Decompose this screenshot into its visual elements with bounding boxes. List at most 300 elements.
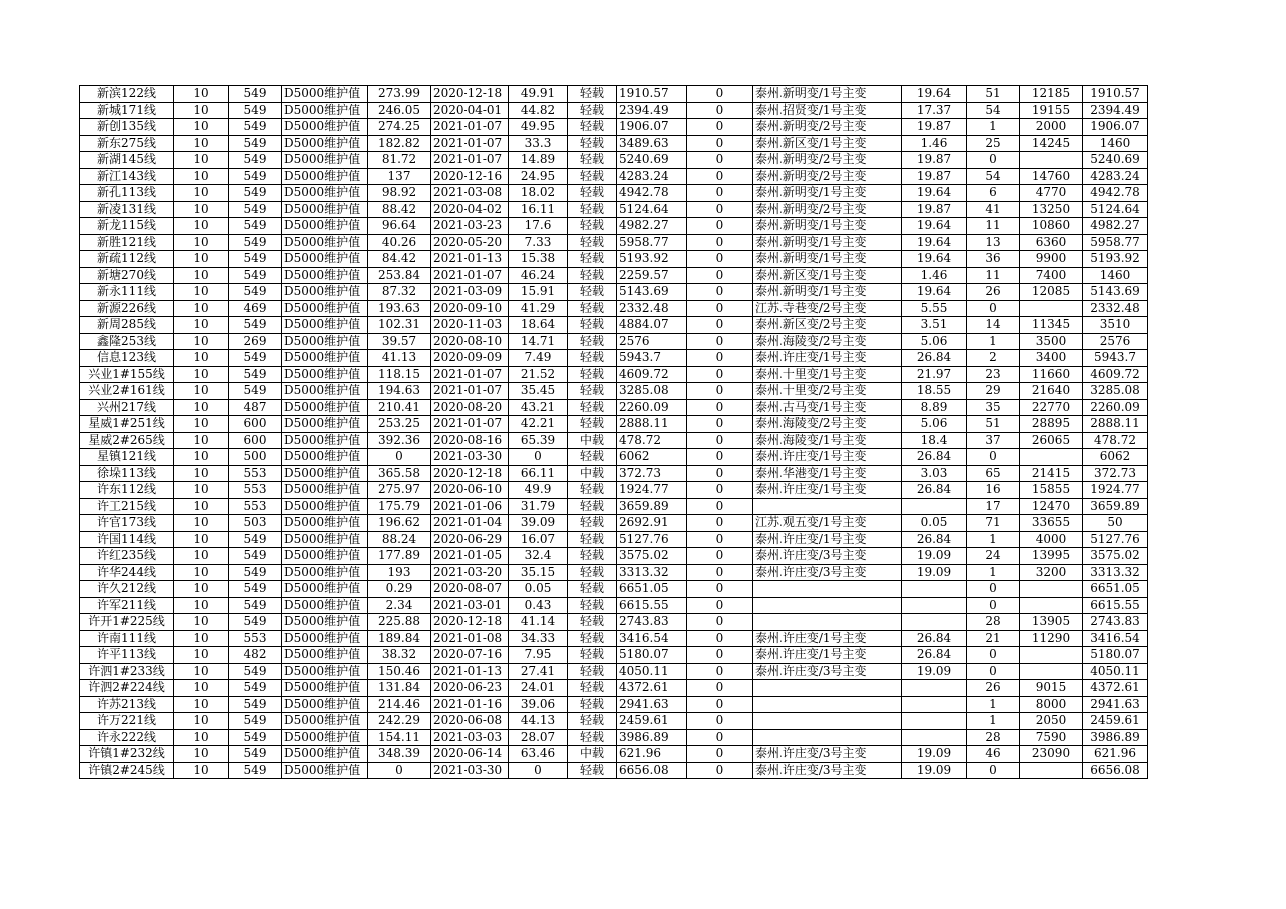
cell-user-capacity[interactable]: 12470	[1020, 498, 1083, 515]
cell-transformer-load[interactable]: 5.06	[902, 416, 967, 433]
cell-user-capacity[interactable]	[1020, 597, 1083, 614]
cell-load-rate[interactable]: 42.21	[509, 416, 568, 433]
cell-data-source[interactable]: D5000维护值	[282, 102, 368, 119]
cell-zero-value[interactable]: 0	[687, 185, 753, 202]
cell-remaining-capacity[interactable]: 5958.77	[617, 234, 687, 251]
cell-available-capacity[interactable]: 2888.11	[1083, 416, 1148, 433]
cell-capacity[interactable]: 549	[229, 317, 282, 334]
cell-current-load[interactable]: 273.99	[368, 86, 431, 103]
cell-user-capacity[interactable]: 19155	[1020, 102, 1083, 119]
cell-available-capacity[interactable]: 5124.64	[1083, 201, 1148, 218]
cell-current-load[interactable]: 150.46	[368, 663, 431, 680]
cell-data-source[interactable]: D5000维护值	[282, 383, 368, 400]
cell-voltage[interactable]: 10	[174, 218, 229, 235]
cell-load-rate[interactable]: 49.9	[509, 482, 568, 499]
cell-current-load[interactable]: 275.97	[368, 482, 431, 499]
cell-user-count[interactable]: 1	[967, 531, 1020, 548]
cell-transformer-load[interactable]: 5.55	[902, 300, 967, 317]
cell-data-source[interactable]: D5000维护值	[282, 119, 368, 136]
cell-remaining-capacity[interactable]: 2260.09	[617, 399, 687, 416]
cell-data-source[interactable]: D5000维护值	[282, 729, 368, 746]
cell-data-source[interactable]: D5000维护值	[282, 564, 368, 581]
cell-data-source[interactable]: D5000维护值	[282, 300, 368, 317]
cell-data-source[interactable]: D5000维护值	[282, 350, 368, 367]
cell-remaining-capacity[interactable]: 4050.11	[617, 663, 687, 680]
cell-user-count[interactable]: 11	[967, 218, 1020, 235]
cell-remaining-capacity[interactable]: 3285.08	[617, 383, 687, 400]
cell-data-source[interactable]: D5000维护值	[282, 168, 368, 185]
cell-current-load[interactable]: 182.82	[368, 135, 431, 152]
cell-substation-transformer[interactable]: 泰州.新明变/1号主变	[753, 251, 902, 268]
cell-current-load[interactable]: 196.62	[368, 515, 431, 532]
cell-date[interactable]: 2021-01-07	[431, 366, 509, 383]
cell-data-source[interactable]: D5000维护值	[282, 614, 368, 631]
cell-load-rate[interactable]: 33.3	[509, 135, 568, 152]
cell-voltage[interactable]: 10	[174, 696, 229, 713]
cell-zero-value[interactable]: 0	[687, 416, 753, 433]
cell-transformer-load[interactable]	[902, 614, 967, 631]
cell-transformer-load[interactable]: 19.09	[902, 663, 967, 680]
cell-current-load[interactable]: 210.41	[368, 399, 431, 416]
cell-current-load[interactable]: 2.34	[368, 597, 431, 614]
cell-voltage[interactable]: 10	[174, 135, 229, 152]
cell-substation-transformer[interactable]: 泰州.许庄变/1号主变	[753, 482, 902, 499]
cell-date[interactable]: 2020-05-20	[431, 234, 509, 251]
cell-substation-transformer[interactable]	[753, 680, 902, 697]
cell-voltage[interactable]: 10	[174, 581, 229, 598]
cell-date[interactable]: 2021-01-05	[431, 548, 509, 565]
cell-current-load[interactable]: 131.84	[368, 680, 431, 697]
cell-capacity[interactable]: 549	[229, 729, 282, 746]
cell-line-name[interactable]: 新周285线	[80, 317, 174, 334]
cell-data-source[interactable]: D5000维护值	[282, 713, 368, 730]
cell-substation-transformer[interactable]: 泰州.新明变/1号主变	[753, 185, 902, 202]
cell-substation-transformer[interactable]	[753, 729, 902, 746]
cell-user-capacity[interactable]: 3200	[1020, 564, 1083, 581]
cell-remaining-capacity[interactable]: 4372.61	[617, 680, 687, 697]
cell-zero-value[interactable]: 0	[687, 696, 753, 713]
cell-capacity[interactable]: 469	[229, 300, 282, 317]
cell-line-name[interactable]: 许苏213线	[80, 696, 174, 713]
cell-load-rate[interactable]: 34.33	[509, 630, 568, 647]
cell-current-load[interactable]: 102.31	[368, 317, 431, 334]
cell-capacity[interactable]: 553	[229, 482, 282, 499]
cell-load-status[interactable]: 轻载	[568, 383, 617, 400]
cell-line-name[interactable]: 许军211线	[80, 597, 174, 614]
cell-transformer-load[interactable]: 8.89	[902, 399, 967, 416]
cell-data-source[interactable]: D5000维护值	[282, 317, 368, 334]
cell-user-capacity[interactable]: 26065	[1020, 432, 1083, 449]
cell-remaining-capacity[interactable]: 3659.89	[617, 498, 687, 515]
cell-line-name[interactable]: 新江143线	[80, 168, 174, 185]
cell-capacity[interactable]: 269	[229, 333, 282, 350]
cell-user-capacity[interactable]: 22770	[1020, 399, 1083, 416]
cell-current-load[interactable]: 253.25	[368, 416, 431, 433]
cell-load-status[interactable]: 轻载	[568, 119, 617, 136]
cell-current-load[interactable]: 392.36	[368, 432, 431, 449]
cell-transformer-load[interactable]: 3.51	[902, 317, 967, 334]
cell-load-rate[interactable]: 15.91	[509, 284, 568, 301]
cell-load-rate[interactable]: 16.11	[509, 201, 568, 218]
cell-data-source[interactable]: D5000维护值	[282, 498, 368, 515]
cell-voltage[interactable]: 10	[174, 366, 229, 383]
cell-zero-value[interactable]: 0	[687, 465, 753, 482]
cell-remaining-capacity[interactable]: 2576	[617, 333, 687, 350]
cell-load-rate[interactable]: 63.46	[509, 746, 568, 763]
cell-transformer-load[interactable]: 19.09	[902, 548, 967, 565]
cell-transformer-load[interactable]: 26.84	[902, 647, 967, 664]
cell-date[interactable]: 2021-01-16	[431, 696, 509, 713]
cell-user-capacity[interactable]: 7590	[1020, 729, 1083, 746]
cell-zero-value[interactable]: 0	[687, 630, 753, 647]
cell-line-name[interactable]: 许工215线	[80, 498, 174, 515]
cell-available-capacity[interactable]: 2941.63	[1083, 696, 1148, 713]
cell-current-load[interactable]: 118.15	[368, 366, 431, 383]
cell-substation-transformer[interactable]: 泰州.新明变/1号主变	[753, 86, 902, 103]
cell-date[interactable]: 2021-01-08	[431, 630, 509, 647]
cell-user-capacity[interactable]: 13995	[1020, 548, 1083, 565]
cell-user-capacity[interactable]: 11290	[1020, 630, 1083, 647]
cell-available-capacity[interactable]: 4283.24	[1083, 168, 1148, 185]
cell-date[interactable]: 2021-03-23	[431, 218, 509, 235]
cell-date[interactable]: 2021-01-13	[431, 251, 509, 268]
cell-capacity[interactable]: 600	[229, 416, 282, 433]
cell-data-source[interactable]: D5000维护值	[282, 746, 368, 763]
cell-user-count[interactable]: 28	[967, 729, 1020, 746]
cell-zero-value[interactable]: 0	[687, 119, 753, 136]
cell-date[interactable]: 2021-01-07	[431, 119, 509, 136]
cell-zero-value[interactable]: 0	[687, 762, 753, 779]
cell-line-name[interactable]: 新城171线	[80, 102, 174, 119]
cell-user-count[interactable]: 28	[967, 614, 1020, 631]
cell-load-status[interactable]: 轻载	[568, 498, 617, 515]
cell-load-rate[interactable]: 43.21	[509, 399, 568, 416]
cell-capacity[interactable]: 553	[229, 465, 282, 482]
cell-current-load[interactable]: 38.32	[368, 647, 431, 664]
cell-user-capacity[interactable]: 11345	[1020, 317, 1083, 334]
cell-line-name[interactable]: 许久212线	[80, 581, 174, 598]
cell-load-rate[interactable]: 18.02	[509, 185, 568, 202]
cell-zero-value[interactable]: 0	[687, 333, 753, 350]
cell-current-load[interactable]: 39.57	[368, 333, 431, 350]
cell-line-name[interactable]: 许东112线	[80, 482, 174, 499]
cell-user-capacity[interactable]: 4000	[1020, 531, 1083, 548]
cell-load-rate[interactable]: 17.6	[509, 218, 568, 235]
cell-data-source[interactable]: D5000维护值	[282, 581, 368, 598]
cell-date[interactable]: 2021-03-08	[431, 185, 509, 202]
cell-voltage[interactable]: 10	[174, 168, 229, 185]
cell-load-status[interactable]: 轻载	[568, 168, 617, 185]
cell-date[interactable]: 2020-12-18	[431, 86, 509, 103]
cell-date[interactable]: 2020-04-01	[431, 102, 509, 119]
cell-transformer-load[interactable]: 19.64	[902, 185, 967, 202]
cell-data-source[interactable]: D5000维护值	[282, 482, 368, 499]
cell-available-capacity[interactable]: 2459.61	[1083, 713, 1148, 730]
cell-available-capacity[interactable]: 1910.57	[1083, 86, 1148, 103]
cell-user-capacity[interactable]: 9900	[1020, 251, 1083, 268]
cell-user-capacity[interactable]	[1020, 663, 1083, 680]
cell-substation-transformer[interactable]: 泰州.许庄变/3号主变	[753, 663, 902, 680]
cell-user-capacity[interactable]: 6360	[1020, 234, 1083, 251]
cell-line-name[interactable]: 许平113线	[80, 647, 174, 664]
cell-voltage[interactable]: 10	[174, 515, 229, 532]
cell-voltage[interactable]: 10	[174, 317, 229, 334]
cell-data-source[interactable]: D5000维护值	[282, 515, 368, 532]
cell-date[interactable]: 2021-03-09	[431, 284, 509, 301]
cell-remaining-capacity[interactable]: 2888.11	[617, 416, 687, 433]
cell-substation-transformer[interactable]: 泰州.新明变/2号主变	[753, 119, 902, 136]
cell-capacity[interactable]: 549	[229, 185, 282, 202]
cell-substation-transformer[interactable]: 江苏.观五变/1号主变	[753, 515, 902, 532]
cell-substation-transformer[interactable]: 泰州.海陵变/2号主变	[753, 416, 902, 433]
cell-user-capacity[interactable]: 7400	[1020, 267, 1083, 284]
cell-user-count[interactable]: 0	[967, 152, 1020, 169]
cell-current-load[interactable]: 96.64	[368, 218, 431, 235]
cell-user-capacity[interactable]: 11660	[1020, 366, 1083, 383]
cell-data-source[interactable]: D5000维护值	[282, 449, 368, 466]
cell-voltage[interactable]: 10	[174, 119, 229, 136]
cell-user-count[interactable]: 0	[967, 300, 1020, 317]
cell-voltage[interactable]: 10	[174, 449, 229, 466]
cell-current-load[interactable]: 177.89	[368, 548, 431, 565]
cell-capacity[interactable]: 549	[229, 614, 282, 631]
cell-data-source[interactable]: D5000维护值	[282, 185, 368, 202]
cell-line-name[interactable]: 新龙115线	[80, 218, 174, 235]
cell-load-status[interactable]: 轻载	[568, 581, 617, 598]
cell-user-capacity[interactable]: 21640	[1020, 383, 1083, 400]
cell-zero-value[interactable]: 0	[687, 267, 753, 284]
cell-capacity[interactable]: 549	[229, 119, 282, 136]
cell-voltage[interactable]: 10	[174, 432, 229, 449]
cell-user-count[interactable]: 1	[967, 564, 1020, 581]
cell-zero-value[interactable]: 0	[687, 663, 753, 680]
cell-user-capacity[interactable]: 14245	[1020, 135, 1083, 152]
cell-date[interactable]: 2021-01-07	[431, 383, 509, 400]
cell-user-count[interactable]: 51	[967, 416, 1020, 433]
cell-substation-transformer[interactable]: 泰州.新明变/1号主变	[753, 234, 902, 251]
cell-substation-transformer[interactable]	[753, 696, 902, 713]
cell-load-status[interactable]: 轻载	[568, 86, 617, 103]
cell-current-load[interactable]: 154.11	[368, 729, 431, 746]
cell-user-capacity[interactable]: 21415	[1020, 465, 1083, 482]
cell-available-capacity[interactable]: 4050.11	[1083, 663, 1148, 680]
cell-user-capacity[interactable]: 3500	[1020, 333, 1083, 350]
cell-line-name[interactable]: 星威2#265线	[80, 432, 174, 449]
cell-user-capacity[interactable]: 3400	[1020, 350, 1083, 367]
cell-current-load[interactable]: 0	[368, 449, 431, 466]
cell-substation-transformer[interactable]: 泰州.古马变/1号主变	[753, 399, 902, 416]
cell-remaining-capacity[interactable]: 6651.05	[617, 581, 687, 598]
cell-current-load[interactable]: 194.63	[368, 383, 431, 400]
cell-capacity[interactable]: 549	[229, 135, 282, 152]
cell-data-source[interactable]: D5000维护值	[282, 647, 368, 664]
cell-remaining-capacity[interactable]: 2459.61	[617, 713, 687, 730]
cell-available-capacity[interactable]: 50	[1083, 515, 1148, 532]
cell-user-capacity[interactable]	[1020, 152, 1083, 169]
cell-current-load[interactable]: 225.88	[368, 614, 431, 631]
cell-load-status[interactable]: 轻载	[568, 102, 617, 119]
cell-user-count[interactable]: 1	[967, 333, 1020, 350]
cell-user-count[interactable]: 71	[967, 515, 1020, 532]
cell-data-source[interactable]: D5000维护值	[282, 366, 368, 383]
cell-load-rate[interactable]: 65.39	[509, 432, 568, 449]
cell-user-capacity[interactable]: 13250	[1020, 201, 1083, 218]
cell-transformer-load[interactable]: 17.37	[902, 102, 967, 119]
cell-voltage[interactable]: 10	[174, 729, 229, 746]
cell-user-capacity[interactable]	[1020, 647, 1083, 664]
cell-load-status[interactable]: 轻载	[568, 713, 617, 730]
cell-remaining-capacity[interactable]: 372.73	[617, 465, 687, 482]
cell-user-count[interactable]: 25	[967, 135, 1020, 152]
cell-capacity[interactable]: 600	[229, 432, 282, 449]
cell-user-count[interactable]: 24	[967, 548, 1020, 565]
cell-line-name[interactable]: 许镇1#232线	[80, 746, 174, 763]
cell-data-source[interactable]: D5000维护值	[282, 465, 368, 482]
cell-voltage[interactable]: 10	[174, 152, 229, 169]
cell-remaining-capacity[interactable]: 4609.72	[617, 366, 687, 383]
cell-capacity[interactable]: 503	[229, 515, 282, 532]
cell-user-count[interactable]: 29	[967, 383, 1020, 400]
cell-load-rate[interactable]: 0.43	[509, 597, 568, 614]
cell-transformer-load[interactable]	[902, 680, 967, 697]
cell-current-load[interactable]: 365.58	[368, 465, 431, 482]
cell-load-rate[interactable]: 0	[509, 449, 568, 466]
cell-user-capacity[interactable]: 33655	[1020, 515, 1083, 532]
cell-current-load[interactable]: 137	[368, 168, 431, 185]
cell-transformer-load[interactable]: 26.84	[902, 350, 967, 367]
cell-zero-value[interactable]: 0	[687, 581, 753, 598]
cell-load-rate[interactable]: 27.41	[509, 663, 568, 680]
cell-substation-transformer[interactable]: 泰州.海陵变/2号主变	[753, 333, 902, 350]
cell-date[interactable]: 2021-01-07	[431, 152, 509, 169]
cell-date[interactable]: 2020-06-14	[431, 746, 509, 763]
cell-available-capacity[interactable]: 3510	[1083, 317, 1148, 334]
cell-line-name[interactable]: 许开1#225线	[80, 614, 174, 631]
cell-load-rate[interactable]: 35.45	[509, 383, 568, 400]
cell-remaining-capacity[interactable]: 2394.49	[617, 102, 687, 119]
cell-load-status[interactable]: 轻载	[568, 647, 617, 664]
cell-load-rate[interactable]: 44.13	[509, 713, 568, 730]
cell-capacity[interactable]: 549	[229, 597, 282, 614]
cell-zero-value[interactable]: 0	[687, 218, 753, 235]
cell-line-name[interactable]: 鑫隆253线	[80, 333, 174, 350]
cell-available-capacity[interactable]: 372.73	[1083, 465, 1148, 482]
cell-load-status[interactable]: 轻载	[568, 449, 617, 466]
cell-load-status[interactable]: 轻载	[568, 234, 617, 251]
cell-date[interactable]: 2020-08-16	[431, 432, 509, 449]
cell-date[interactable]: 2020-12-18	[431, 614, 509, 631]
cell-remaining-capacity[interactable]: 4982.27	[617, 218, 687, 235]
cell-capacity[interactable]: 549	[229, 218, 282, 235]
cell-transformer-load[interactable]: 19.09	[902, 746, 967, 763]
cell-remaining-capacity[interactable]: 2692.91	[617, 515, 687, 532]
cell-remaining-capacity[interactable]: 6656.08	[617, 762, 687, 779]
cell-load-rate[interactable]: 39.09	[509, 515, 568, 532]
cell-voltage[interactable]: 10	[174, 597, 229, 614]
cell-available-capacity[interactable]: 1924.77	[1083, 482, 1148, 499]
cell-zero-value[interactable]: 0	[687, 482, 753, 499]
cell-remaining-capacity[interactable]: 5127.76	[617, 531, 687, 548]
cell-remaining-capacity[interactable]: 2743.83	[617, 614, 687, 631]
cell-line-name[interactable]: 新创135线	[80, 119, 174, 136]
cell-available-capacity[interactable]: 3313.32	[1083, 564, 1148, 581]
cell-current-load[interactable]: 253.84	[368, 267, 431, 284]
cell-capacity[interactable]: 549	[229, 284, 282, 301]
cell-data-source[interactable]: D5000维护值	[282, 251, 368, 268]
cell-load-rate[interactable]: 44.82	[509, 102, 568, 119]
cell-voltage[interactable]: 10	[174, 185, 229, 202]
cell-substation-transformer[interactable]: 泰州.许庄变/1号主变	[753, 449, 902, 466]
cell-capacity[interactable]: 482	[229, 647, 282, 664]
cell-substation-transformer[interactable]: 泰州.新区变/2号主变	[753, 317, 902, 334]
cell-transformer-load[interactable]	[902, 713, 967, 730]
cell-data-source[interactable]: D5000维护值	[282, 630, 368, 647]
cell-user-count[interactable]: 65	[967, 465, 1020, 482]
cell-load-rate[interactable]: 31.79	[509, 498, 568, 515]
cell-load-rate[interactable]: 41.14	[509, 614, 568, 631]
cell-available-capacity[interactable]: 4982.27	[1083, 218, 1148, 235]
cell-current-load[interactable]: 40.26	[368, 234, 431, 251]
cell-available-capacity[interactable]: 3575.02	[1083, 548, 1148, 565]
cell-date[interactable]: 2021-03-03	[431, 729, 509, 746]
cell-zero-value[interactable]: 0	[687, 647, 753, 664]
cell-load-rate[interactable]: 7.33	[509, 234, 568, 251]
cell-load-rate[interactable]: 39.06	[509, 696, 568, 713]
cell-load-rate[interactable]: 28.07	[509, 729, 568, 746]
cell-load-status[interactable]: 轻载	[568, 300, 617, 317]
cell-transformer-load[interactable]	[902, 696, 967, 713]
cell-load-rate[interactable]: 14.89	[509, 152, 568, 169]
cell-zero-value[interactable]: 0	[687, 366, 753, 383]
cell-user-count[interactable]: 16	[967, 482, 1020, 499]
cell-substation-transformer[interactable]	[753, 614, 902, 631]
cell-line-name[interactable]: 许镇2#245线	[80, 762, 174, 779]
cell-user-capacity[interactable]: 2050	[1020, 713, 1083, 730]
cell-available-capacity[interactable]: 6656.08	[1083, 762, 1148, 779]
cell-transformer-load[interactable]: 19.87	[902, 119, 967, 136]
cell-voltage[interactable]: 10	[174, 267, 229, 284]
cell-zero-value[interactable]: 0	[687, 135, 753, 152]
cell-zero-value[interactable]: 0	[687, 449, 753, 466]
cell-current-load[interactable]: 41.13	[368, 350, 431, 367]
cell-substation-transformer[interactable]: 泰州.新明变/2号主变	[753, 201, 902, 218]
cell-load-status[interactable]: 轻载	[568, 416, 617, 433]
cell-user-count[interactable]: 36	[967, 251, 1020, 268]
cell-capacity[interactable]: 549	[229, 762, 282, 779]
cell-load-status[interactable]: 轻载	[568, 333, 617, 350]
cell-transformer-load[interactable]	[902, 597, 967, 614]
cell-line-name[interactable]: 星镇121线	[80, 449, 174, 466]
cell-substation-transformer[interactable]: 泰州.招贤变/1号主变	[753, 102, 902, 119]
cell-load-rate[interactable]: 15.38	[509, 251, 568, 268]
cell-capacity[interactable]: 549	[229, 564, 282, 581]
cell-transformer-load[interactable]: 19.09	[902, 762, 967, 779]
cell-available-capacity[interactable]: 5943.7	[1083, 350, 1148, 367]
cell-user-capacity[interactable]: 4770	[1020, 185, 1083, 202]
cell-remaining-capacity[interactable]: 5180.07	[617, 647, 687, 664]
cell-voltage[interactable]: 10	[174, 762, 229, 779]
cell-voltage[interactable]: 10	[174, 234, 229, 251]
cell-capacity[interactable]: 553	[229, 630, 282, 647]
cell-user-count[interactable]: 26	[967, 680, 1020, 697]
cell-zero-value[interactable]: 0	[687, 432, 753, 449]
cell-user-count[interactable]: 13	[967, 234, 1020, 251]
cell-user-count[interactable]: 6	[967, 185, 1020, 202]
cell-available-capacity[interactable]: 3986.89	[1083, 729, 1148, 746]
cell-line-name[interactable]: 许永222线	[80, 729, 174, 746]
cell-current-load[interactable]: 242.29	[368, 713, 431, 730]
cell-remaining-capacity[interactable]: 2941.63	[617, 696, 687, 713]
